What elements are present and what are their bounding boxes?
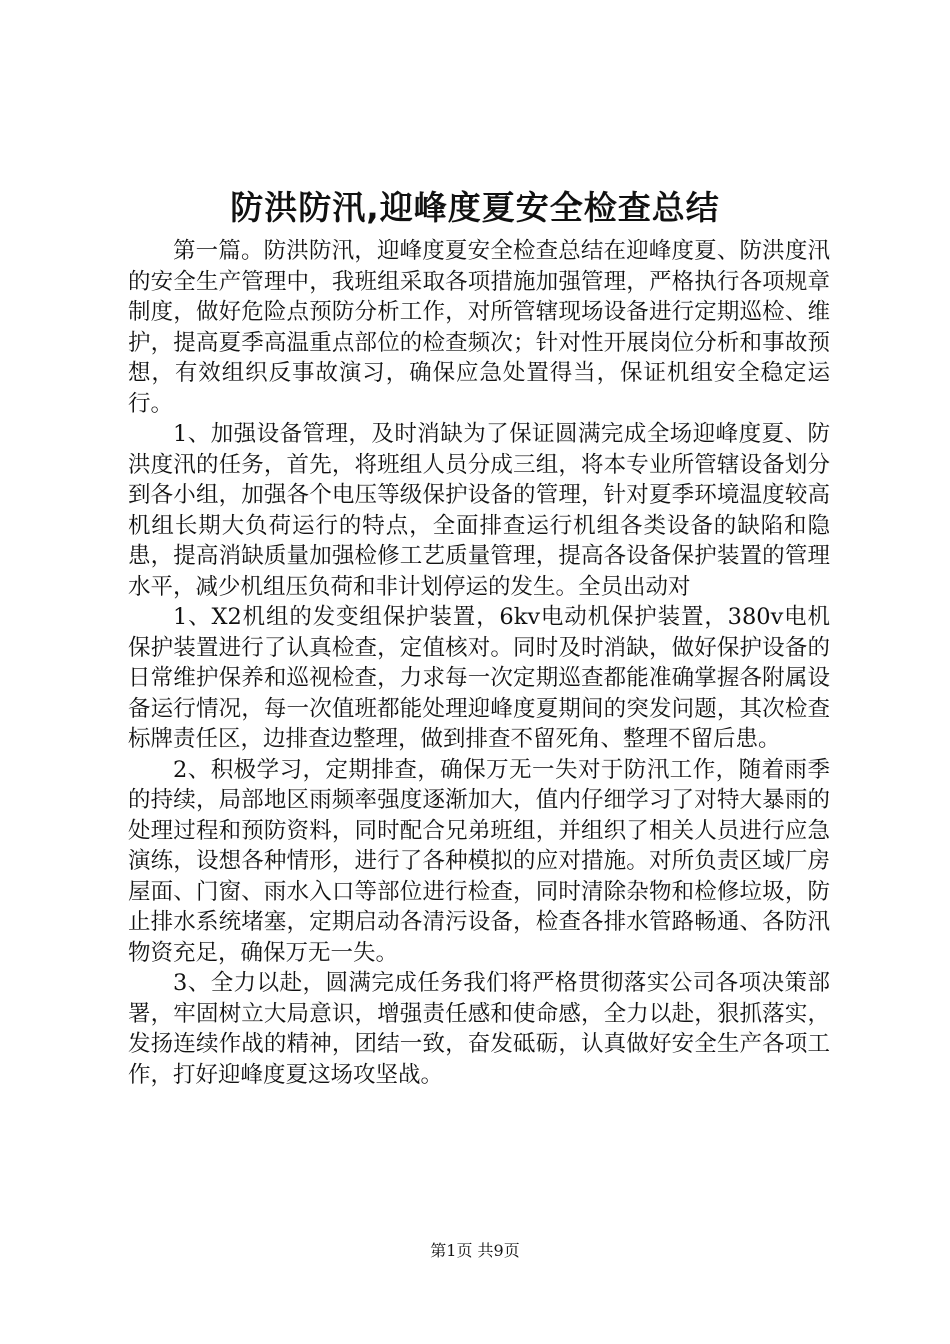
paragraph-equipment-management: 1、加强设备管理，及时消缺为了保证圆满完成全场迎峰度夏、防洪度汛的任务，首先，将班组人员分成三组，将本专业所管辖设备划分到各小组，加强各个电压等级保护设备的管理，针对夏季环境温度较高机组长期大负荷运行的特点，全面排查运行机组各类设备的缺陷和隐患，提高消缺质量加强检修工艺质量管理，提高各设备保护装置的管理水平，减少机组压负荷和非计划停运的发生。全员出动对: [128, 421, 830, 600]
page-footer: [0, 1240, 950, 1262]
paragraph-flood-prevention: 2、积极学习，定期排查，确保万无一失对于防汛工作，随着雨季的持续，局部地区雨频率强度逐渐加大，值内仔细学习了对特大暴雨的处理过程和预防资料，同时配合兄弟班组，并组织了相关人员进行应急演练，设想各种情形，进行了各种模拟的应对措施。对所负责区域厂房屋面、门窗、雨水入口等部位进行检查，同时清除杂物和检修垃圾，防止排水系统堵塞，定期启动各清污设备，检查各排水管路畅通、各防汛物资充足，确保万无一失。: [128, 756, 830, 966]
paragraph-intro: 第一篇。防洪防汛，迎峰度夏安全检查总结在迎峰度夏、防洪度汛的安全生产管理中，我班组采取各项措施加强管理，严格执行各项规章制度，做好危险点预防分析工作，对所管辖现场设备进行定期巡检、维护，提高夏季高温重点部位的检查频次；针对性开展岗位分析和事故预想，有效组织反事故演习，确保应急处置得当，保证机组安全稳定运行。: [128, 238, 830, 417]
paragraph-protection-devices: 1、X2机组的发变组保护装置，6kv电动机保护装置，380v电机保护装置进行了认真检查，定值核对。同时及时消缺，做好保护设备的日常维护保养和巡视检查，力求每一次定期巡查都能准确掌握各附属设备运行情况，每一次值班都能处理迎峰度夏期间的突发问题，其次检查标牌责任区，边排查边整理，做到排查不留死角、整理不留后患。: [128, 604, 830, 752]
document-body: [128, 236, 830, 1090]
paragraph-conclusion: 3、全力以赴，圆满完成任务我们将严格贯彻落实公司各项决策部署，牢固树立大局意识，增强责任感和使命感，全力以赴，狠抓落实，发扬连续作战的精神，团结一致，奋发砥砺，认真做好安全生产各项工作，打好迎峰度夏这场攻坚战。: [128, 970, 830, 1088]
document-title: 防洪防汛,迎峰度夏安全检查总结: [230, 188, 720, 227]
page-number-total: 共9页: [477, 1241, 520, 1260]
page-number-current: 第1页: [430, 1241, 473, 1260]
